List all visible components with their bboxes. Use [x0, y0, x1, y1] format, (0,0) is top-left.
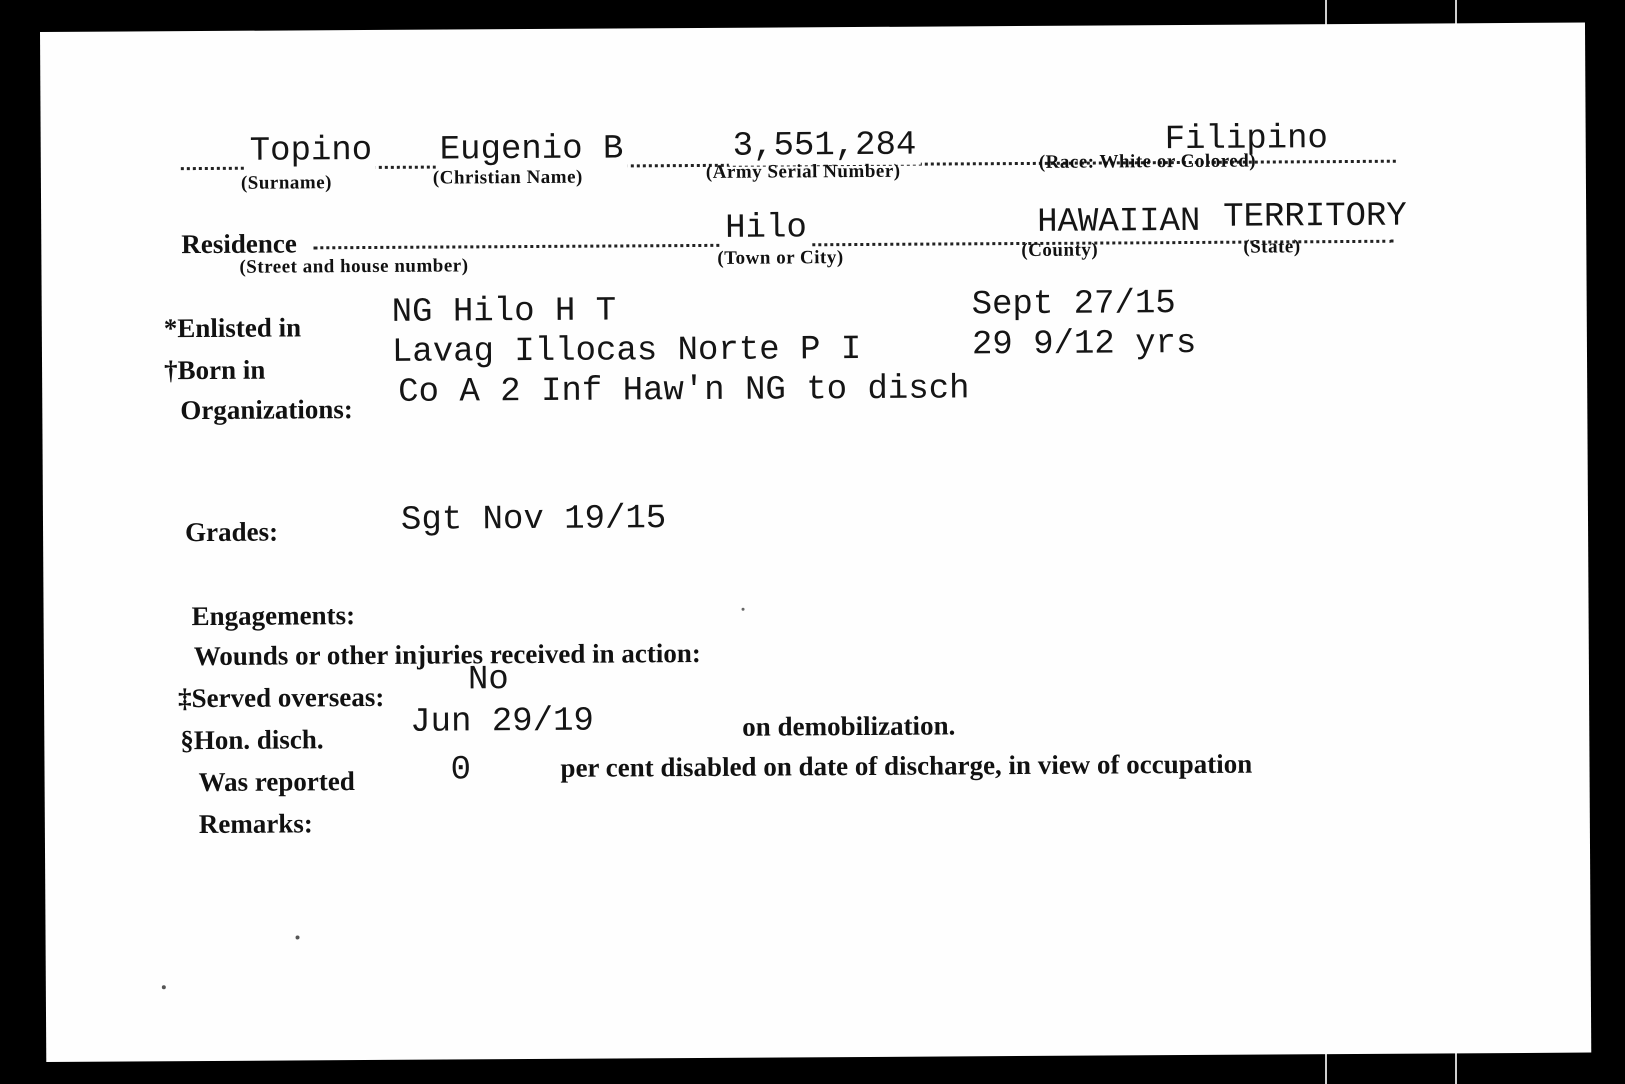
serial-number-value: 3,551,284 [729, 127, 921, 166]
enlisted-place-value: NG Hilo H T [391, 292, 617, 332]
disability-percent-value: 0 [450, 751, 472, 790]
grades-value: Sgt Nov 19/15 [400, 500, 667, 540]
organizations-value: Co A 2 Inf Haw'n NG to disch [398, 370, 970, 412]
born-place-value: Lavag Illocas Norte P I [391, 330, 862, 372]
engagements-label: Engagements: [191, 600, 356, 632]
enlisted-date-value: Sept 27/15 [971, 285, 1176, 325]
born-label: †Born in [163, 354, 266, 386]
enlisted-label: *Enlisted in [163, 312, 302, 344]
christian-name-value: Eugenio B [436, 130, 628, 169]
served-overseas-value: No [467, 661, 509, 700]
remarks-label: Remarks: [198, 808, 313, 840]
scan-speck [742, 608, 745, 611]
born-age-value: 29 9/12 yrs [971, 324, 1197, 365]
town-value: Hilo [721, 209, 811, 248]
street-caption: (Street and house number) [239, 255, 469, 278]
grades-label: Grades: [184, 516, 279, 548]
was-reported-label: Was reported [198, 766, 355, 798]
organizations-label: Organizations: [180, 394, 353, 426]
wounds-label: Wounds or other injuries received in action: [193, 637, 701, 672]
state-caption: (State) [1243, 236, 1301, 258]
scan-speck [162, 985, 166, 989]
surname-value: Topino [246, 132, 377, 171]
county-caption: (County) [1021, 239, 1099, 262]
surname-caption: (Surname) [240, 172, 333, 194]
serial-number-caption: (Army Serial Number) [705, 160, 901, 183]
honorable-discharge-label: §Hon. disch. [180, 724, 324, 756]
service-record-card [40, 23, 1591, 1062]
town-caption: (Town or City) [717, 247, 844, 269]
discharge-date-value: Jun 29/19 [410, 702, 594, 742]
dotted-line [313, 240, 1393, 250]
disability-description-text: per cent disabled on date of discharge, in view of occupation [560, 748, 1253, 783]
county-value: HAWAIIAN [1033, 203, 1204, 242]
race-caption: (Race: White or Colored) [1038, 150, 1257, 173]
scan-speck [296, 935, 300, 939]
discharge-reason-text: on demobilization. [742, 710, 956, 742]
race-value: Filipino [1161, 120, 1332, 159]
state-value: TERRITORY [1219, 198, 1411, 237]
residence-label: Residence [181, 228, 297, 260]
christian-name-caption: (Christian Name) [432, 166, 583, 189]
served-overseas-label: ‡Served overseas: [177, 681, 385, 714]
